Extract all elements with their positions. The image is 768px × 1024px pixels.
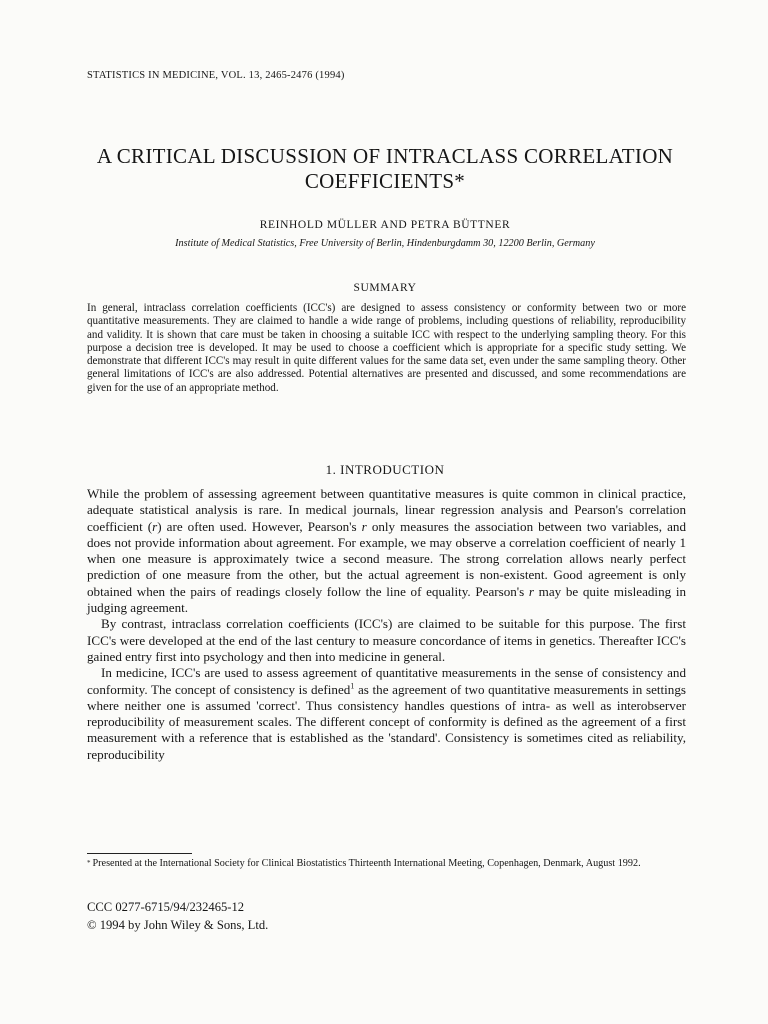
paragraph-1 xyxy=(87,486,686,616)
introduction-body xyxy=(87,486,686,763)
title-line-1: A CRITICAL DISCUSSION OF INTRACLASS CORRELATION xyxy=(96,144,674,168)
copyright-notice: © 1994 by John Wiley & Sons, Ltd. xyxy=(87,917,269,932)
paragraph-1-part-a: While the problem of assessing agreement between quantitative measures is quite common in clinical practice, adequate statistical analysis is rare. In medical journals, linear regression analysis and Pearson's correlation coefficient ( xyxy=(87,486,686,534)
publication-info xyxy=(87,899,268,934)
pearson-r-symbol: r xyxy=(361,518,367,534)
running-head: STATISTICS IN MEDICINE, VOL. 13, 2465-2476 (1994) xyxy=(87,70,345,81)
summary-heading: SUMMARY xyxy=(353,282,417,294)
pearson-r-symbol: r xyxy=(152,518,158,534)
ccc-code: CCC 0277-6715/94/232465-12 xyxy=(87,900,245,914)
footnote-mark: * xyxy=(87,859,91,867)
footnote-divider xyxy=(87,853,192,854)
affiliation: Institute of Medical Statistics, Free University of Berlin, Hindenburgdamm 30, 12200 Berlin, Germany xyxy=(175,238,595,249)
title-line-2: COEFFICIENTS* xyxy=(304,169,466,193)
summary-text: In general, intraclass correlation coefficients (ICC's) are designed to assess consistency or conformity between two or more quantitative measurements. They are claimed to handle a wide range of problems, including questions of reliability, reproducibility and validity. It is shown that care must be taken in choosing a suitable ICC with respect to the underlying sampling theory. For this purpose a decision tree is developed. It may be used to choose a coefficient which is appropriate for a specific study setting. We demonstrate that different ICC's may result in quite different values for the same data set, even under the same sampling theory. Other general limitations of ICC's are also addressed. Potential alternatives are presented and discussed, and some recommendations are given for the use of an appropriate method. xyxy=(87,302,686,394)
paragraph-1-part-b: ) are often used. However, Pearson's xyxy=(157,518,362,534)
authors: REINHOLD MÜLLER AND PETRA BÜTTNER xyxy=(259,219,511,231)
paragraph-2: By contrast, intraclass correlation coefficients (ICC's) are claimed to be suitable for this purpose. The first ICC's were developed at the end of the last century to measure concordance of items in genetics. Thereafter ICC's gained entry first into psychology and then into medicine in general. xyxy=(87,616,686,664)
introduction-heading: 1. INTRODUCTION xyxy=(325,462,445,477)
footnote xyxy=(87,857,686,870)
paragraph-1-part-d: may be quite misleading in judging agreement. xyxy=(87,583,686,616)
footnote-text: Presented at the International Society for Clinical Biostatistics Thirteenth International Meeting, Copenhagen, Denmark, August 1992. xyxy=(92,858,641,869)
paragraph-3-part-a: In medicine, ICC's are used to assess agreement of quantitative measurements in the sense of consistency and conformity. The concept of consistency is defined xyxy=(87,665,686,697)
reference-superscript: 1 xyxy=(350,681,355,691)
paragraph-3 xyxy=(87,665,686,763)
paragraph-3-part-b: as the agreement of two quantitative measurements in settings where neither one is assumed 'correct'. Thus consistency handles questions of intra- as well as interobserver reproducibility of measurement scales. The different concept of conformity is defined as the agreement of a first measurement with a reference that is established as the 'standard'. Consistency is sometimes cited as reliability, reproducibility xyxy=(87,681,687,762)
pearson-r-symbol: r xyxy=(528,583,535,599)
paragraph-1-part-c: only measures the association between two variables, and does not provide information about agreement. For example, we may observe a correlation coefficient of nearly 1 when one measure is approximately twice a second measure. The strong correlation allows nearly perfect prediction of one measure from the other, but the actual agreement is non-existent. Good agreement is only obtained when the pairs of readings closely follow the line of equality. Pearson's xyxy=(87,518,686,599)
article-title xyxy=(60,144,710,194)
